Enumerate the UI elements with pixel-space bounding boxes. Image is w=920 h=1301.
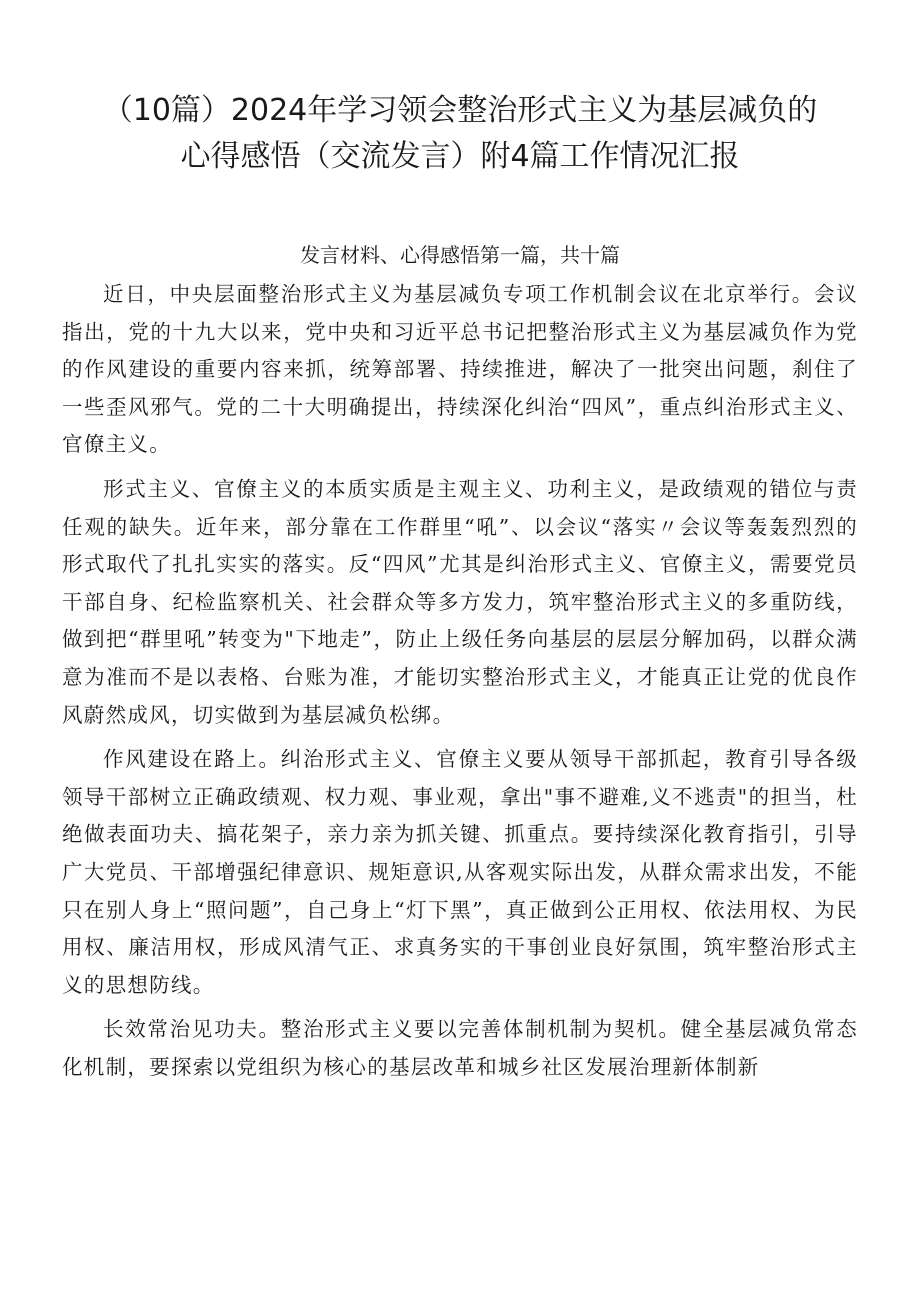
- document-title: [60, 88, 860, 180]
- body-paragraph-3: 作风建设在路上。纠治形式主义、官僚主义要从领导干部抓起，教育引导各级领导干部树立正确政绩观、权力观、事业观，拿出"事不避难,义不逃责"的担当，杜绝做表面功夫、搞花架子，亲力亲为抓关键、抓重点。要持续深化教育指引，引导广大党员、干部增强纪律意识、规矩意识,从客观实际出发，从群众需求出发，不能只在别人身上“照问题”，自己身上“灯下黑”，真正做到公正用权、依法用权、为民用权、廉洁用权，形成风清气正、求真务实的干事创业良好氛围，筑牢整治形式主义的思想防线。: [62, 747, 858, 997]
- body-paragraph-4: 长效常治见功夫。整治形式主义要以完善体制机制为契机。健全基层减负常态化机制，要探索以党组织为核心的基层改革和城乡社区发展治理新体制新: [62, 1017, 858, 1079]
- title-line-2: 心得感悟（交流发言）附4篇工作情况汇报: [180, 139, 740, 174]
- title-line-1: （10篇）2024年学习领会整治形式主义为基层减负的: [102, 93, 818, 128]
- document-body: [62, 276, 858, 1093]
- body-paragraph-1: 近日，中央层面整治形式主义为基层减负专项工作机制会议在北京举行。会议指出，党的十九大以来，党中央和习近平总书记把整治形式主义为基层减负作为党的作风建设的重要内容来抓，统筹部署、持续推进，解决了一批突出问题，刹住了一些歪风邪气。党的二十大明确提出，持续深化纠治“四风”，重点纠治形式主义、官僚主义。: [62, 282, 858, 457]
- section-subtitle: 发言材料、心得感悟第一篇，共十篇: [300, 243, 620, 267]
- body-paragraph-2: 形式主义、官僚主义的本质实质是主观主义、功利主义，是政绩观的错位与责任观的缺失。近年来，部分靠在工作群里“吼”、以会议“落实〃会议等轰轰烈烈的形式取代了扎扎实实的落实。反“四风”尤其是纠治形式主义、官僚主义，需要党员干部自身、纪检监察机关、社会群众等多方发力，筑牢整治形式主义的多重防线，做到把“群里吼”转变为"下地走”，防止上级任务向基层的层层分解加码，以群众满意为准而不是以表格、台账为准，才能切实整治形式主义，才能真正让党的优良作风蔚然成风，切实做到为基层减负松绑。: [62, 476, 858, 727]
